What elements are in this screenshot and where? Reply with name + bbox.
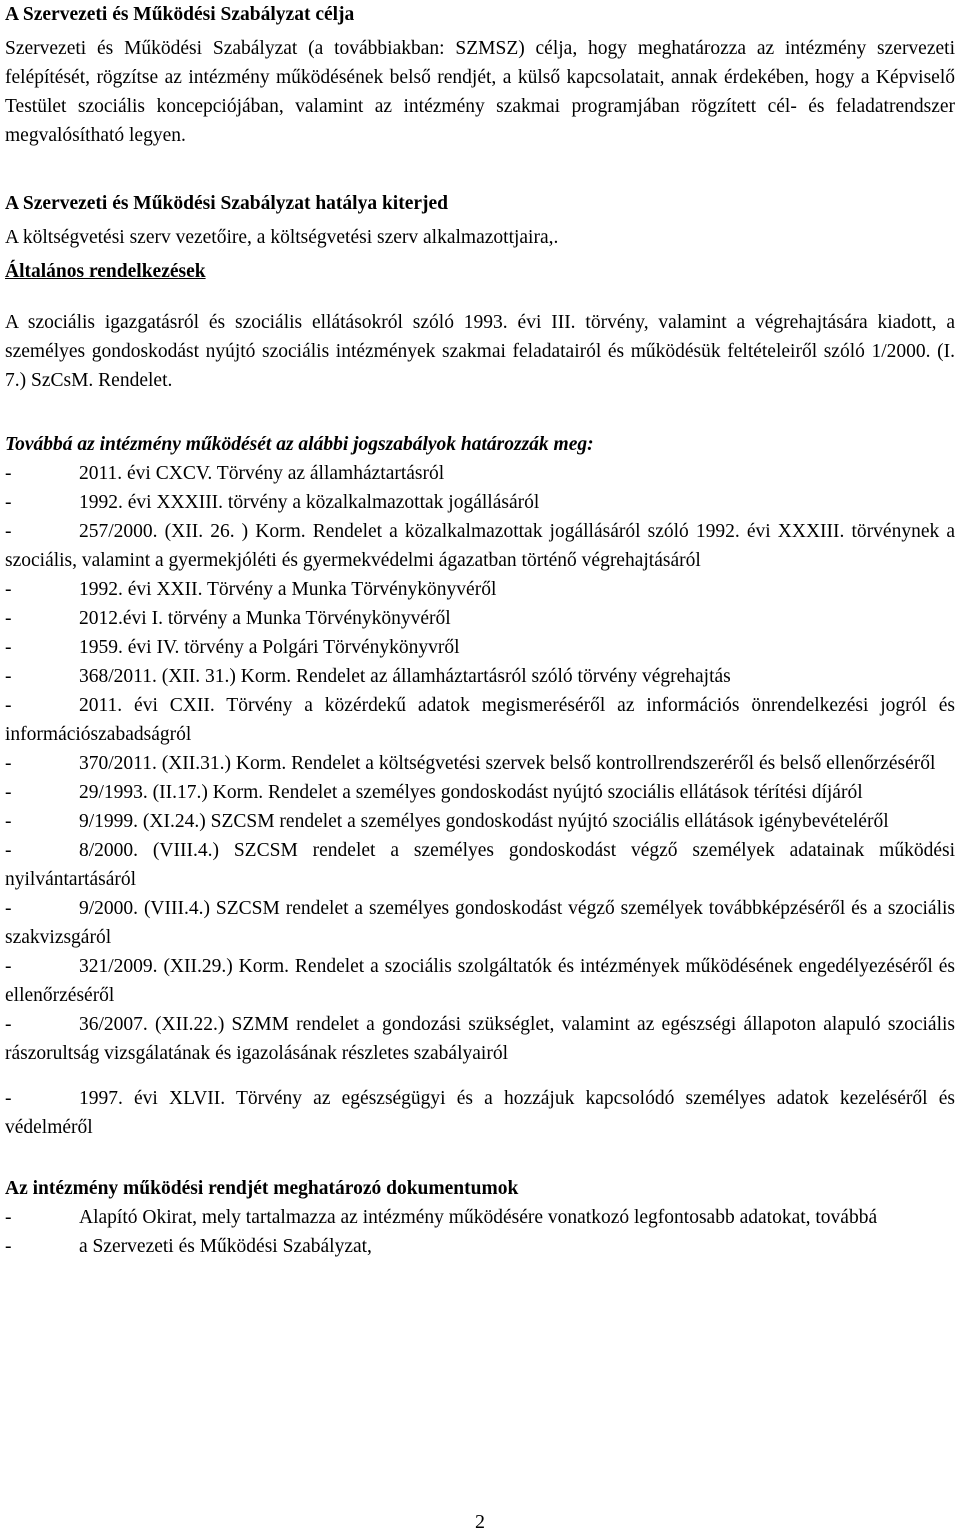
list-item: - 2011. évi CXII. Törvény a közérdekű adatok megismeréséről az információs önrendelkezési jogról és információszabadságról	[5, 695, 955, 745]
list-item: - 1992. évi XXXIII. törvény a közalkalmazottak jogállásáról	[5, 492, 540, 513]
purpose-heading: A Szervezeti és Működési Szabályzat célja	[5, 4, 355, 25]
scope-heading: A Szervezeti és Működési Szabályzat hatálya kiterjed	[5, 193, 449, 214]
list-item: - Alapító Okirat, mely tartalmazza az intézmény működésére vonatkozó legfontosabb adatokat, továbbá	[5, 1207, 878, 1228]
documents-list	[5, 1203, 955, 1261]
list-item: - 368/2011. (XII. 31.) Korm. Rendelet az államháztartásról szóló törvény végrehajtás	[5, 666, 731, 687]
list-item: - 36/2007. (XII.22.) SZMM rendelet a gondozási szükséglet, valamint az egészségi állapoton alapuló szociális rászorultság vizsgálatának és igazolásának részletes szabályairól	[5, 1014, 955, 1064]
list-item: - 1959. évi IV. törvény a Polgári Törvénykönyvről	[5, 637, 460, 658]
documents-heading: Az intézmény működési rendjét meghatározó dokumentumok	[5, 1178, 519, 1199]
list-item: - 2012.évi I. törvény a Munka Törvénykönyvéről	[5, 608, 451, 629]
list-item: - 2011. évi CXCV. Törvény az államháztartásról	[5, 463, 445, 484]
list-item: - 1992. évi XXII. Törvény a Munka Törvénykönyvéről	[5, 579, 497, 600]
list-item: - a Szervezeti és Működési Szabályzat,	[5, 1236, 372, 1257]
laws-heading: Továbbá az intézmény működését az alábbi jogszabályok határozzák meg:	[5, 434, 594, 455]
list-item: - 8/2000. (VIII.4.) SZCSM rendelet a személyes gondoskodást végző személyek adatainak működési nyilvántartásáról	[5, 840, 955, 890]
list-item: - 257/2000. (XII. 26. ) Korm. Rendelet a közalkalmazottak jogállásáról szóló 1992. évi XXXIII. törvénynek a szociális, valamint a gyermekjóléti és gyermekvédelmi ágazatban történő végrehajtásáról	[5, 521, 955, 571]
list-item: - 321/2009. (XII.29.) Korm. Rendelet a szociális szolgáltatók és intézmények működésének engedélyezéséről és ellenőrzéséről	[5, 956, 955, 1006]
list-item: - 29/1993. (II.17.) Korm. Rendelet a személyes gondoskodást nyújtó szociális ellátások térítési díjáról	[5, 782, 863, 803]
general-paragraph: A szociális igazgatásról és szociális ellátásokról szóló 1993. évi III. törvény, valamint a végrehajtására kiadott, a személyes gondoskodást nyújtó szociális intézmények szakmai feladatairól és működésük feltételeiről szóló 1/2000. (I. 7.) SzCsM. Rendelet.	[5, 312, 955, 391]
list-item: - 370/2011. (XII.31.) Korm. Rendelet a költségvetési szervek belső kontrollrendszeréről és belső ellenőrzéséről	[5, 753, 936, 774]
scope-paragraph: A költségvetési szerv vezetőire, a költségvetési szerv alkalmazottjaira,.	[5, 227, 559, 248]
purpose-paragraph: Szervezeti és Működési Szabályzat (a továbbiakban: SZMSZ) célja, hogy meghatározza az intézmény szervezeti felépítését, rögzítse az intézmény működésének belső rendjét, a külső kapcsolatait, annak érdekében, hogy a Képviselő Testület szociális koncepciójában, valamint az intézmény szakmai programjában rögzített cél- és feladatrendszer megvalósítható legyen.	[5, 38, 955, 146]
document-page	[5, 0, 955, 1261]
laws-list	[5, 459, 955, 1142]
list-item: - 1997. évi XLVII. Törvény az egészségügyi és a hozzájuk kapcsolódó személyes adatok kezeléséről és védelméről	[5, 1088, 955, 1138]
page-number: 2	[475, 1511, 485, 1533]
list-item: - 9/2000. (VIII.4.) SZCSM rendelet a személyes gondoskodást végző személyek továbbképzéséről és a szociális szakvizsgáról	[5, 898, 955, 948]
general-heading: Általános rendelkezések	[5, 261, 206, 282]
list-item: - 9/1999. (XI.24.) SZCSM rendelet a személyes gondoskodást nyújtó szociális ellátások igénybevételéről	[5, 811, 889, 832]
